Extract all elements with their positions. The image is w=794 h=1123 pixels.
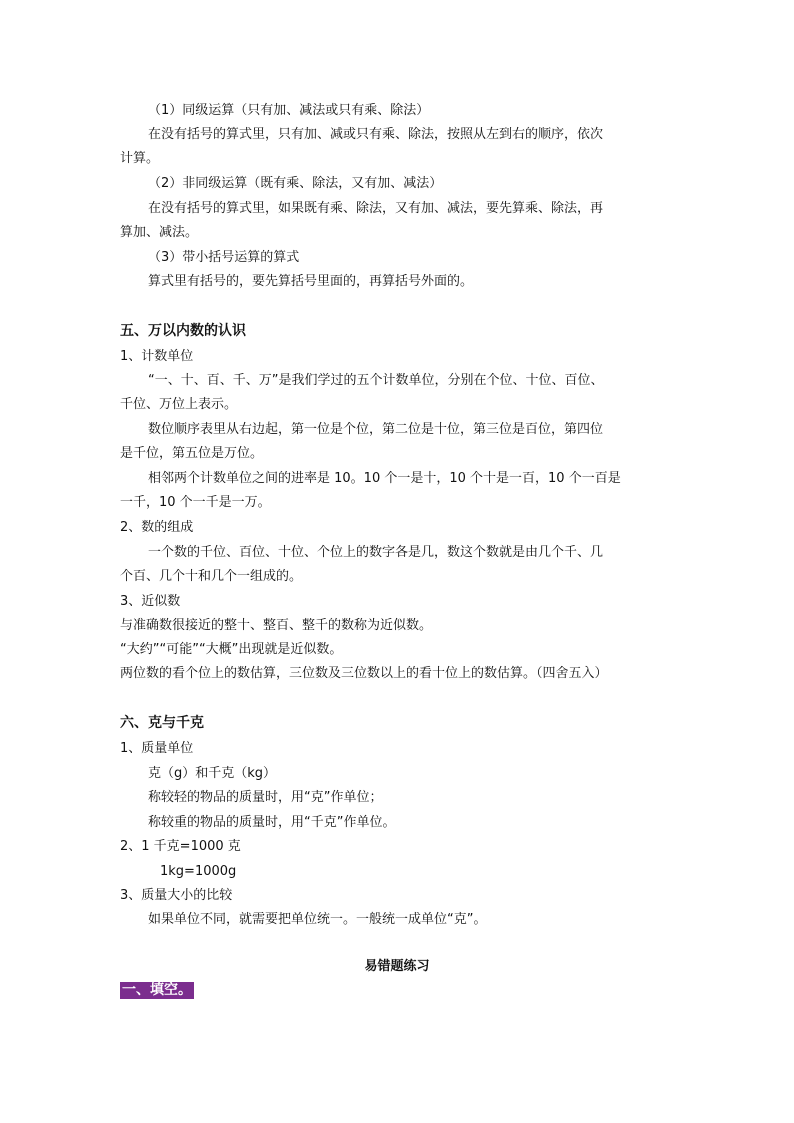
section6-sub1-line2: 称较轻的物品的质量时，用“克”作单位； xyxy=(148,790,383,805)
fill-blank-label: 一、填空。 xyxy=(122,982,192,998)
order-ops-item1-text: 在没有括号的算式里，只有加、减或只有乘、除法，按照从左到右的顺序，依次 xyxy=(148,127,604,142)
section6-sub2-title: 2、1 千克=1000 克 xyxy=(120,839,241,854)
order-ops-item3-text: 算式里有括号的，要先算括号里面的，再算括号外面的。 xyxy=(148,274,474,289)
section5-sub1-para3: 相邻两个计数单位之间的进率是 10。10 个一是十，10 个十是一百，10 个一百是 xyxy=(148,471,621,486)
order-ops-item1-title: （1）同级运算（只有加、减法或只有乘、除法） xyxy=(148,103,430,118)
section5-sub1-para1: “一、十、百、千、万”是我们学过的五个计数单位，分别在个位、十位、百位、 xyxy=(148,373,604,388)
section6-sub3-title: 3、质量大小的比较 xyxy=(120,888,233,903)
section5-sub1-para3-cont: 一千，10 个一千是一万。 xyxy=(120,495,271,510)
section5-sub1-para1-cont: 千位、万位上表示。 xyxy=(120,397,238,412)
section5-sub2-text: 一个数的千位、百位、十位、个位上的数字各是几，数这个数就是由几个千、几 xyxy=(148,545,604,560)
section5-sub3-title: 3、近似数 xyxy=(120,594,181,609)
section5-heading: 五、万以内数的认识 xyxy=(120,323,246,339)
section6-sub1-line3: 称较重的物品的质量时，用“千克”作单位。 xyxy=(148,815,396,830)
section5-sub2-text-cont: 个百、几个十和几个一组成的。 xyxy=(120,569,303,584)
section5-sub1-title: 1、计数单位 xyxy=(120,349,194,364)
section5-sub1-para2-cont: 是千位，第五位是万位。 xyxy=(120,446,264,461)
practice-title: 易错题练习 xyxy=(364,959,430,974)
order-ops-item3-title: （3）带小括号运算的算式 xyxy=(148,250,300,265)
section5-sub2-title: 2、数的组成 xyxy=(120,520,194,535)
order-ops-item1-text-cont: 计算。 xyxy=(120,151,160,166)
section6-sub1-line1: 克（g）和千克（kg） xyxy=(148,766,277,781)
section5-sub3-line2: “大约”“可能”“大概”出现就是近似数。 xyxy=(120,642,343,657)
section5-sub1-para2: 数位顺序表里从右边起，第一位是个位，第二位是十位，第三位是百位，第四位 xyxy=(148,422,604,437)
section6-sub2-line1: 1kg=1000g xyxy=(160,864,237,879)
section6-sub1-title: 1、质量单位 xyxy=(120,741,194,756)
order-ops-item2-text-cont: 算加、减法。 xyxy=(120,225,199,240)
section5-sub3-line3: 两位数的看个位上的数估算，三位数及三位数以上的看十位上的数估算。（四舍五入） xyxy=(120,666,608,681)
section5-sub3-line1: 与准确数很接近的整十、整百、整千的数称为近似数。 xyxy=(120,618,433,633)
order-ops-item2-title: （2）非同级运算（既有乘、除法，又有加、减法） xyxy=(148,176,443,191)
fill-blank-row xyxy=(120,982,676,1000)
section6-sub3-line1: 如果单位不同，就需要把单位统一。一般统一成单位“克”。 xyxy=(148,912,487,927)
section6-heading: 六、克与千克 xyxy=(120,715,204,731)
order-ops-item2-text: 在没有括号的算式里，如果既有乘、除法，又有加、减法，要先算乘、除法，再 xyxy=(148,201,604,216)
